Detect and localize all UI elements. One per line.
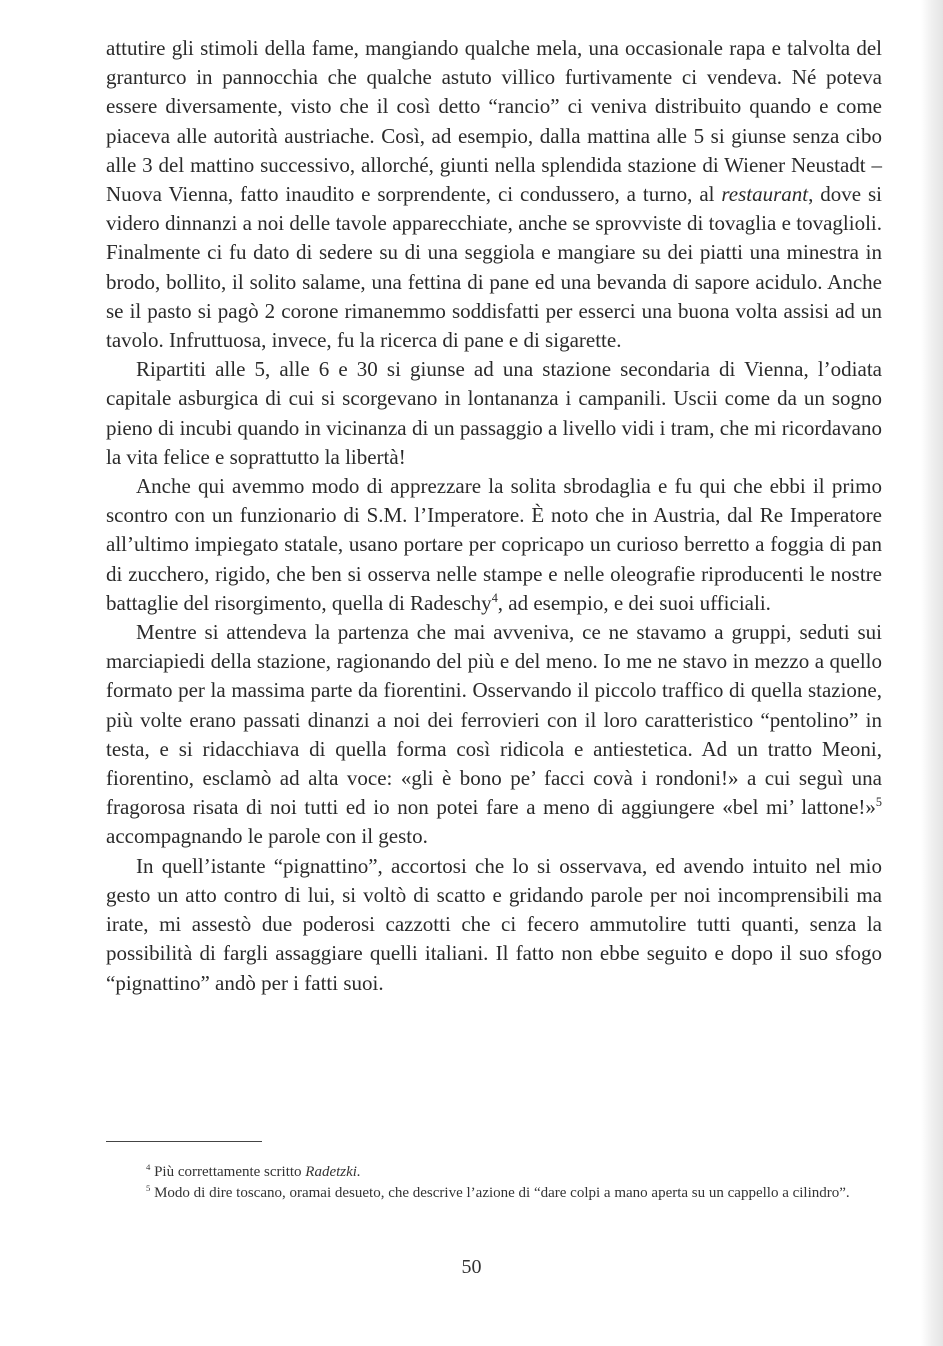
footnotes	[106, 1162, 882, 1204]
paragraph-1-text: attutire gli stimoli della fame, mangiando qualche mela, una occasionale rapa e talvolta del granturco in pannocchia che qualche astuto villico furtivamente ci vendeva. Né poteva essere diversamente, visto che il così detto “rancio” ci veniva distribuito quando e come piaceva alle autorità austriache. Così, ad esempio, dalla mattina alle 5 si giunse senza cibo alle 3 del mattino successivo, allorché, giunti nella splendida stazione di Wiener Neustadt – Nuova Vienna, fatto inaudito e sorprendente, ci condussero, a turno, al	[106, 36, 882, 207]
page-number: 50	[461, 1256, 482, 1278]
paragraph-4-text: Mentre si attendeva la partenza che mai avveniva, ce ne stavamo a gruppi, seduti sui marciapiedi della stazione, ragionando del più e del meno. Io me ne stavo in mezzo a quello formato per la massima parte da fiorentini. Osservando il piccolo traffico di quella stazione, più volte erano passati dinanzi a noi dei ferrovieri con il loro caratteristico “pentolino” in testa, e si ridacchiava di quella forma così ridicola e antiestetica. Ad un tratto Meoni, fiorentino, esclamò ad alta voce: «gli è bono pe’ facci covà i rondoni!» a cui seguì una fragorosa risata di noi tutti ed io non potei fare a meno di aggiungere «bel mi’ lattone!»	[106, 620, 882, 820]
footnote-5-text: Modo di dire toscano, oramai desueto, che descrive l’azione di “dare colpi a mano aperta su un cappello a cilindro”.	[154, 1185, 850, 1201]
paragraph-5	[106, 852, 882, 998]
footnote-5-marker: 5	[146, 1183, 151, 1193]
footnote-4-marker: 4	[146, 1162, 151, 1172]
page-edge-shadow	[921, 0, 943, 1346]
italic-restaurant: restaurant	[721, 182, 809, 207]
paragraph-3-text: Anche qui avemmo modo di apprezzare la solita sbrodaglia e fu qui che ebbi il primo scontro con un funzionario di S.M. l’Imperatore. È noto che in Austria, dal Re Imperatore all’ultimo impiegato statale, usano portare per copricapo un curioso berretto a foggia di pan di zucchero, rigido, che ben si osserva nelle stampe e nelle oleografie riproducenti le nostre battaglie del risorgimento, quella di Radeschy	[106, 474, 882, 615]
footnote-5	[106, 1183, 882, 1204]
paragraph-3	[106, 472, 882, 618]
footnote-4-italic: Radetzki.	[305, 1164, 361, 1180]
paragraph-2-text: Ripartiti alle 5, alle 6 e 30 si giunse ad una stazione secondaria di Vienna, l’odiata capitale asburgica di cui si scorgevano in lontananza i campanili. Uscii come da un sogno pieno di incubi quando in vicinanza di un passaggio a livello vidi i tram, che mi ricordavano la vita felice e soprattutto la libertà!	[106, 357, 882, 469]
footnote-4-text: Più correttamente scritto	[154, 1164, 302, 1180]
footnote-ref-5[interactable]: 5	[875, 795, 882, 810]
footnote-divider	[106, 1141, 262, 1142]
paragraph-3-continuation: , ad esempio, e dei suoi ufficiali.	[497, 590, 771, 615]
paragraph-4	[106, 618, 882, 852]
paragraph-5-text: In quell’istante “pignattino”, accortosi che lo si osservava, ed avendo intuito nel mio gesto un atto contro di lui, si voltò di scatto e gridando parole per noi incomprensibili ma irate, mi assestò due poderosi cazzotti che ci fecero ammutolire tutti quanti, senza la possibilità di fargli assaggiare quelli italiani. Il fatto non ebbe seguito e dopo il suo sfogo “pignattino” andò per i fatti suoi.	[106, 853, 882, 995]
footnote-ref-4[interactable]: 4	[491, 590, 498, 605]
paragraph-1	[106, 34, 882, 355]
paragraph-2	[106, 355, 882, 472]
paragraph-1-continuation: , dove si videro dinnanzi a noi delle tavole apparecchiate, anche se sprovviste di tovaglia e tovaglioli. Finalmente ci fu dato di sedere su di una seggiola e mangiare su dei piatti una minestra in brodo, bollito, il solito salame, una fettina di pane ed una bevanda di sapore acidulo. Anche se il pasto si pagò 2 corone rimanemmo soddisfatti per esserci una buona volta assisi ad un tavolo. Infruttuosa, invece, fu la ricerca di pane e di sigarette.	[106, 182, 883, 353]
paragraph-4-continuation: accompagnando le parole con il gesto.	[106, 824, 428, 849]
footnote-4	[106, 1162, 882, 1183]
body-text	[106, 34, 882, 998]
